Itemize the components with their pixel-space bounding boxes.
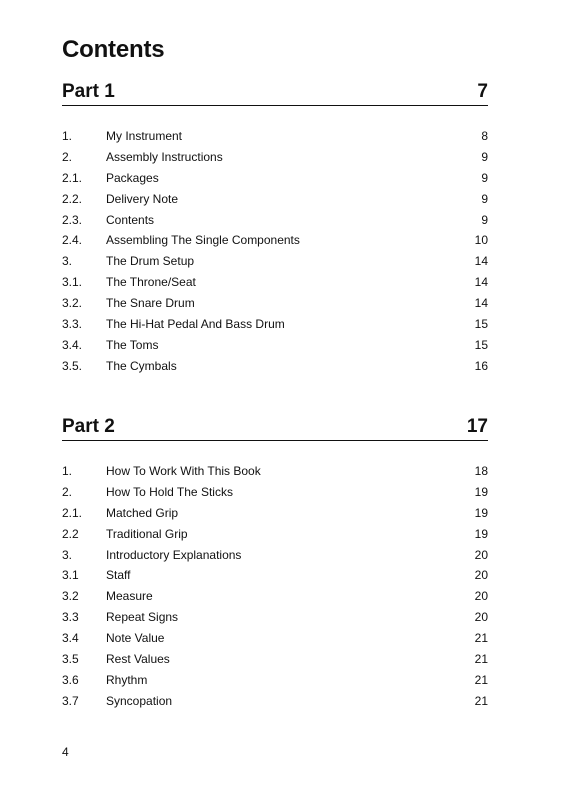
toc-entry[interactable]: [62, 503, 488, 524]
entry-number: 1.: [62, 129, 73, 143]
entry-title: Measure: [106, 589, 153, 604]
entry-number: 3.: [62, 547, 73, 562]
entry-page: 21: [474, 652, 488, 667]
entry-title: Assembly Instructions: [106, 149, 223, 164]
toc-entry[interactable]: [62, 168, 488, 189]
toc-entry[interactable]: [62, 126, 488, 147]
part-title: Part 2: [62, 416, 115, 437]
entry-page: 20: [474, 568, 488, 583]
entry-number: 3.2.: [62, 296, 83, 311]
entry-number: 3.2: [62, 589, 79, 604]
entry-number: 2.1.: [62, 505, 83, 520]
toc-entry[interactable]: [62, 189, 488, 210]
toc-entry[interactable]: [62, 565, 488, 586]
entry-page: 9: [481, 191, 488, 206]
toc-entry[interactable]: [62, 670, 488, 691]
entry-number: 2.3.: [62, 212, 83, 227]
entry-number: 2.1.: [62, 170, 83, 185]
part-header: [62, 77, 488, 106]
entry-title: Packages: [106, 170, 159, 185]
entry-number: 3.6: [62, 672, 79, 687]
entry-number: 2.4.: [62, 233, 83, 248]
entry-number: 2.: [62, 149, 73, 164]
toc-entry[interactable]: [62, 586, 488, 607]
toc-entry[interactable]: [62, 356, 488, 377]
entry-number: 3.5.: [62, 358, 83, 373]
entry-page: 8: [481, 129, 488, 143]
entry-number: 1.: [62, 464, 73, 478]
entry-page: 10: [474, 233, 488, 248]
entry-title: How To Hold The Sticks: [106, 484, 233, 499]
entry-title: Assembling The Single Components: [106, 233, 300, 248]
entry-page: 20: [474, 610, 488, 625]
entry-page: 14: [474, 275, 488, 290]
entry-page: 15: [474, 337, 488, 352]
entry-page: 16: [474, 358, 488, 373]
toc-entry[interactable]: [62, 524, 488, 545]
entry-number: 3.5: [62, 652, 79, 667]
page-title: Contents: [62, 36, 165, 64]
entry-page: 14: [474, 296, 488, 311]
entry-number: 3.4.: [62, 337, 83, 352]
entry-number: 3.: [62, 254, 73, 269]
entry-page: 19: [474, 484, 488, 499]
entry-number: 3.1: [62, 568, 79, 583]
toc-entry[interactable]: [62, 272, 488, 293]
toc-entry[interactable]: [62, 251, 488, 272]
toc-entry[interactable]: [62, 314, 488, 335]
entry-page: 19: [474, 526, 488, 541]
entry-number: 2.2: [62, 526, 79, 541]
entry-title: Traditional Grip: [106, 526, 188, 541]
entry-page: 21: [474, 672, 488, 687]
toc-entry[interactable]: [62, 210, 488, 231]
page-number: 4: [62, 745, 69, 759]
entry-title: Syncopation: [106, 693, 173, 708]
toc-entry[interactable]: [62, 461, 488, 482]
entry-page: 9: [481, 170, 488, 185]
toc-entry[interactable]: [62, 545, 488, 566]
entry-page: 15: [474, 317, 488, 332]
entry-number: 3.1.: [62, 275, 83, 290]
entry-page: 14: [474, 254, 488, 269]
entry-page: 18: [474, 464, 488, 478]
toc-part-2: [62, 412, 488, 708]
entry-number: 3.4: [62, 631, 79, 646]
toc-entry[interactable]: [62, 691, 488, 712]
entry-title: Repeat Signs: [106, 610, 179, 625]
entry-title: Note Value: [106, 631, 165, 646]
entry-title: The Snare Drum: [106, 296, 195, 311]
entry-number: 3.3.: [62, 317, 83, 332]
entry-number: 2.: [62, 484, 73, 499]
entry-title: Rhythm: [106, 672, 148, 687]
entry-title: Matched Grip: [106, 505, 179, 520]
toc-list: [62, 126, 488, 377]
toc-entry[interactable]: [62, 293, 488, 314]
entry-page: 19: [474, 505, 488, 520]
entry-title: How To Work With This Book: [106, 464, 261, 478]
toc-entry[interactable]: [62, 230, 488, 251]
toc-entry[interactable]: [62, 628, 488, 649]
entry-page: 20: [474, 589, 488, 604]
part-title: Part 1: [62, 81, 115, 102]
part-header: [62, 412, 488, 441]
entry-number: 3.3: [62, 610, 79, 625]
toc-part-1: [62, 77, 488, 373]
toc-entry[interactable]: [62, 649, 488, 670]
entry-number: 3.7: [62, 693, 79, 708]
entry-title: Delivery Note: [106, 191, 179, 206]
entry-title: The Drum Setup: [106, 254, 195, 269]
toc-list: [62, 461, 488, 712]
entry-title: The Throne/Seat: [106, 275, 196, 290]
part-page-number: 17: [466, 416, 488, 437]
entry-page: 20: [474, 547, 488, 562]
entry-title: The Hi-Hat Pedal And Bass Drum: [106, 317, 285, 332]
entry-page: 21: [474, 693, 488, 708]
toc-entry[interactable]: [62, 482, 488, 503]
entry-page: 21: [474, 631, 488, 646]
entry-page: 9: [481, 149, 488, 164]
toc-entry[interactable]: [62, 147, 488, 168]
entry-title: Contents: [106, 212, 155, 227]
entry-title: The Toms: [106, 337, 159, 352]
entry-title: Staff: [106, 568, 131, 583]
toc-entry[interactable]: [62, 607, 488, 628]
entry-title: My Instrument: [106, 129, 183, 143]
entry-number: 2.2.: [62, 191, 83, 206]
entry-title: The Cymbals: [106, 358, 177, 373]
part-page-number: 7: [477, 81, 488, 102]
toc-entry[interactable]: [62, 335, 488, 356]
entry-title: Rest Values: [106, 652, 170, 667]
entry-title: Introductory Explanations: [106, 547, 242, 562]
entry-page: 9: [481, 212, 488, 227]
